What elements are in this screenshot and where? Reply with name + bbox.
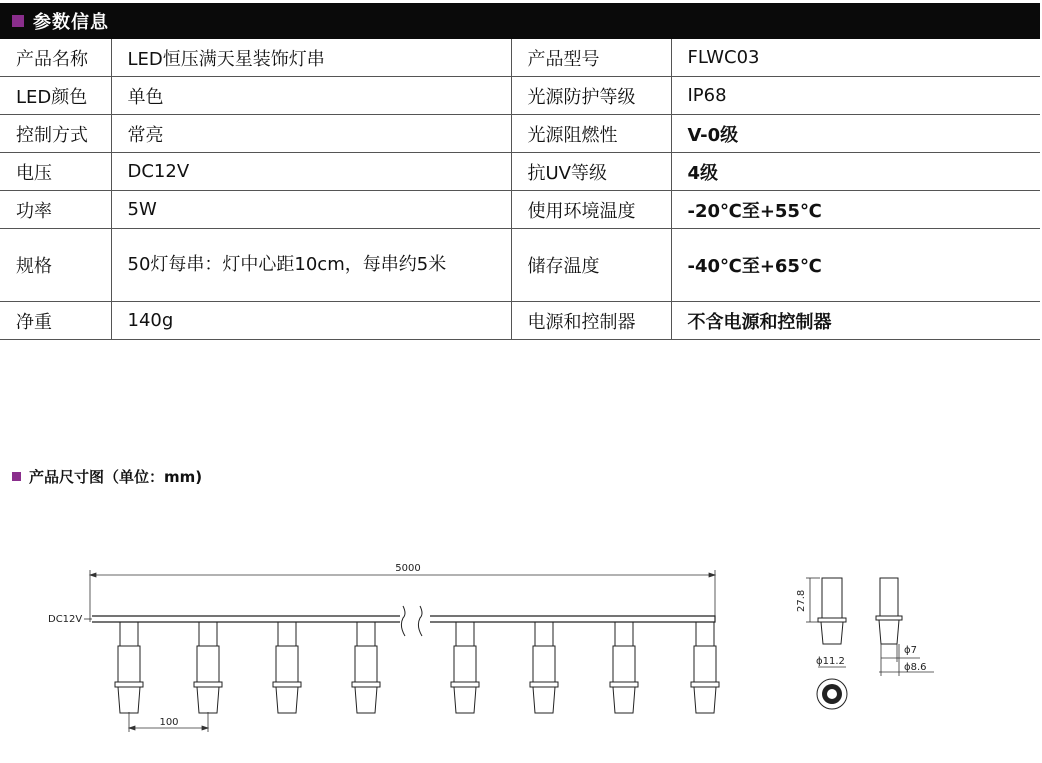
- spec-label: 产品型号: [511, 39, 671, 77]
- spec-label: 光源阻燃性: [511, 115, 671, 153]
- spec-value: 4级: [671, 153, 1040, 191]
- table-row: [0, 229, 1040, 302]
- height-label: 27.8: [796, 589, 807, 612]
- lamp: [273, 622, 301, 713]
- spec-label: 控制方式: [0, 115, 111, 153]
- dimension-heading: [12, 466, 202, 487]
- lamp: [530, 622, 558, 713]
- heading-square-icon: [12, 472, 21, 481]
- height-dimension: [806, 578, 820, 622]
- lamp: [352, 622, 380, 713]
- spec-label: 储存温度: [511, 229, 671, 302]
- spec-value: 单色: [111, 77, 511, 115]
- spec-value: IP68: [671, 77, 1040, 115]
- spec-label: LED颜色: [0, 77, 111, 115]
- spec-label: 规格: [0, 229, 111, 302]
- spec-label: 功率: [0, 191, 111, 229]
- spec-label: 净重: [0, 302, 111, 340]
- lamp: [115, 622, 143, 713]
- header-square-icon: [12, 15, 24, 27]
- diameter-7-label: ϕ7: [904, 645, 917, 656]
- spec-value: 常亮: [111, 115, 511, 153]
- section-title: 参数信息: [33, 12, 109, 33]
- table-row: [0, 302, 1040, 340]
- spec-value: DC12V: [111, 153, 511, 191]
- spec-value: 140g: [111, 302, 511, 340]
- spacing-label: 100: [159, 717, 179, 728]
- length-label: 5000: [395, 563, 421, 574]
- lamp-group: [115, 622, 719, 713]
- spec-label: 产品名称: [0, 39, 111, 77]
- table-row: [0, 115, 1040, 153]
- break-mark: [400, 606, 430, 636]
- spec-label: 光源防护等级: [511, 77, 671, 115]
- front-view-lamp: [876, 578, 902, 644]
- lamp: [691, 622, 719, 713]
- spec-label: 电压: [0, 153, 111, 191]
- table-row: [0, 77, 1040, 115]
- spec-label: 使用环境温度: [511, 191, 671, 229]
- spec-value: -20℃至+55℃: [671, 191, 1040, 229]
- dimension-heading-text: 产品尺寸图（单位：mm): [29, 468, 203, 486]
- spec-value: -40℃至+65℃: [671, 229, 1040, 302]
- table-row: [0, 153, 1040, 191]
- table-row: [0, 191, 1040, 229]
- outer-diameter-label: ϕ11.2: [816, 656, 845, 667]
- spec-value: 不含电源和控制器: [671, 302, 1040, 340]
- table-row: [0, 39, 1040, 77]
- spec-label: 抗UV等级: [511, 153, 671, 191]
- top-view-lamp: [817, 667, 847, 709]
- lamp: [194, 622, 222, 713]
- spec-label: 电源和控制器: [511, 302, 671, 340]
- spec-value: 5W: [111, 191, 511, 229]
- spec-value: FLWC03: [671, 39, 1040, 77]
- voltage-label: DC12V: [48, 614, 83, 625]
- section-header: [0, 3, 1040, 39]
- spec-value: V-0级: [671, 115, 1040, 153]
- spec-value: LED恒压满天星装饰灯串: [111, 39, 511, 77]
- diameter-8-6-label: ϕ8.6: [904, 662, 927, 673]
- lamp: [451, 622, 479, 713]
- lamp: [610, 622, 638, 713]
- spec-table: [0, 39, 1040, 340]
- side-view-lamp: [818, 578, 846, 644]
- dimension-drawing: [0, 540, 1042, 760]
- spec-value: 50灯每串：灯中心距10cm，每串约5米: [111, 229, 511, 302]
